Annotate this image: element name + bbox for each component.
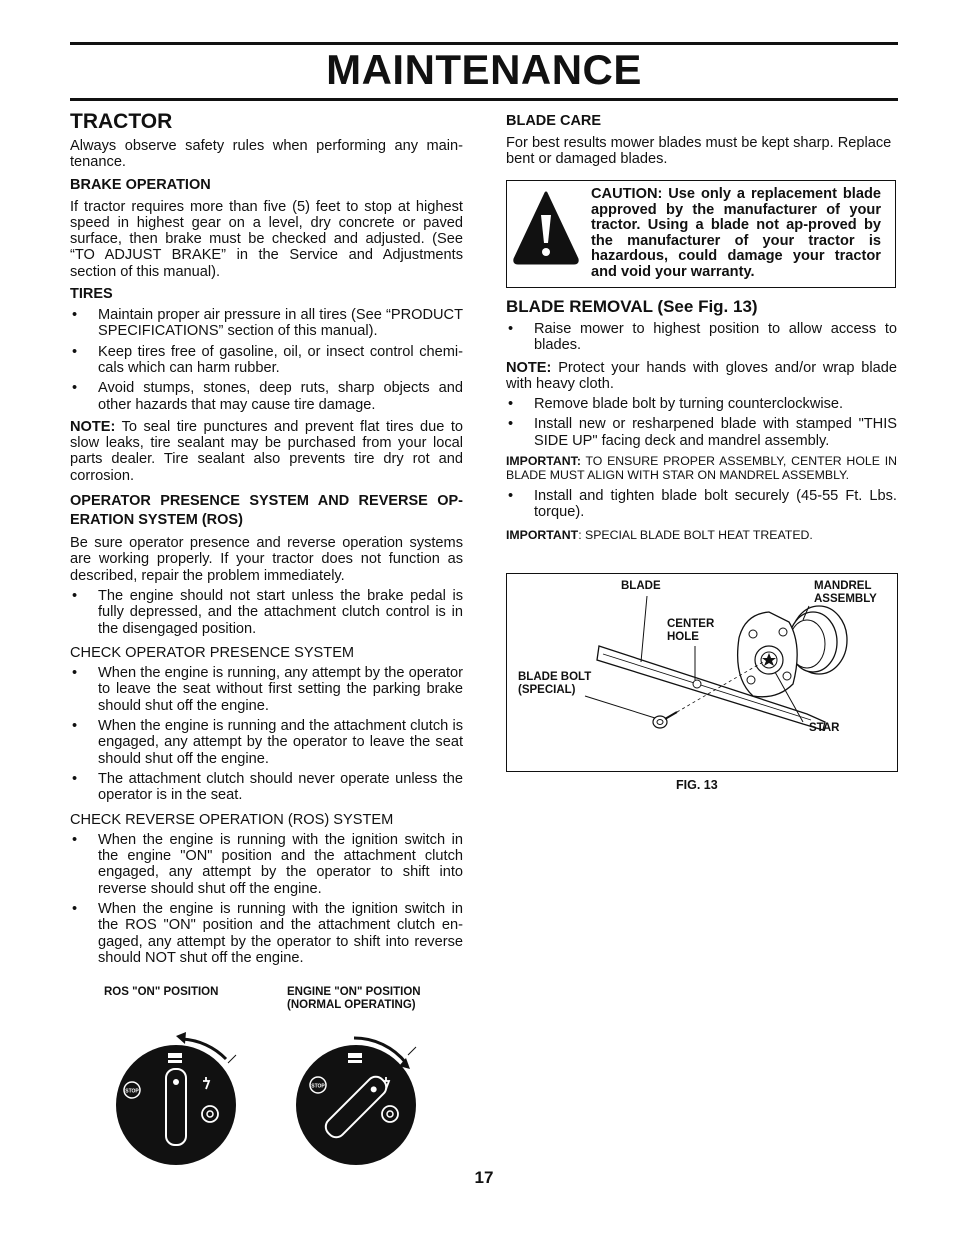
note-label: NOTE:: [506, 359, 552, 376]
note-text: Protect your hands with gloves and/or wrap blade with heavy cloth.: [506, 359, 897, 392]
important-text: : SPECIAL BLADE BOLT HEAT TREATED.: [578, 527, 813, 542]
check-ros-heading: CHECK REVERSE OPERATION (ROS) SYSTEM: [70, 811, 394, 828]
list-item: • When the engine is running with the ignition switch in the ROS "ON" position and the attachment clutch en-gaged, any attempt by the operator to shift into reverse should NOT shut off the engine.: [70, 901, 463, 966]
mandrel-assembly-icon: [738, 606, 847, 697]
label-mandrel-line1: MANDREL: [814, 580, 872, 592]
label-bolt-line2: (SPECIAL): [518, 684, 576, 696]
list-item: • Avoid stumps, stones, deep ruts, sharp objects and other hazards that may cause tire damage.: [70, 380, 463, 413]
warning-triangle-icon: [511, 189, 581, 267]
caution-box: [506, 180, 896, 288]
engine-on-label-line2: (NORMAL OPERATING): [287, 999, 416, 1011]
blade-removal-heading: BLADE REMOVAL (See Fig. 13): [506, 297, 758, 316]
blade-bolt-icon: [653, 712, 677, 728]
ignition-switch-illustrations: [110, 1025, 450, 1170]
list-item: • When the engine is running, any attempt by the operator to leave the seat without first setting the parking brake should shut off the engine.: [70, 665, 463, 714]
note-text: To seal tire punctures and prevent flat tires due to slow leaks, tire sealant may be purchased from your local parts dealer. Tire sealant also prevents tire dry rot and corrosion.: [70, 418, 463, 484]
right-column-bottom: [506, 297, 897, 542]
list-item: • The attachment clutch should never operate unless the operator is in the seat.: [70, 771, 463, 804]
page-number: 17: [474, 1168, 494, 1187]
list-item: • Raise mower to highest position to allow access to blades.: [506, 321, 897, 354]
label-center-line2: HOLE: [667, 631, 699, 643]
section-heading-tractor: TRACTOR: [70, 110, 173, 133]
right-column-top: [506, 113, 897, 168]
label-mandrel-line2: ASSEMBLY: [814, 593, 877, 605]
tires-list: [70, 307, 463, 413]
label-mandrel-assembly: [814, 580, 877, 606]
blade-care-text: For best results mower blades must be kept sharp. Replace bent or damaged blades.: [506, 135, 892, 168]
engine-on-label: [287, 986, 421, 1012]
caution-text: CAUTION: Use only a replacement blade approved by the manufacturer of your tractor. Using a blade not ap-proved by the manufacturer of your tractor is hazardous, could damage your tractor and void your warranty.: [591, 186, 881, 280]
note-label: NOTE:: [70, 418, 116, 435]
stop-text: STOP: [125, 1088, 139, 1095]
check-ops-list: [70, 665, 463, 803]
removal-list-1: [506, 321, 897, 354]
label-blade-bolt: [518, 671, 591, 697]
ros-on-label: ROS "ON" POSITION: [104, 986, 219, 998]
brake-heading: BRAKE OPERATION: [70, 176, 211, 193]
brake-text: If tractor requires more than five (5) feet to stop at highest speed in highest gear on a level, dry concrete or paved surface, then brake must be checked and adjusted. (See “TO ADJUST BRAKE” in the Service and Adjustments section of this manual).: [70, 198, 463, 280]
label-center-line1: CENTER: [667, 618, 715, 630]
check-ros-list: [70, 832, 463, 966]
label-center-hole: [667, 618, 714, 644]
figure-caption: FIG. 13: [676, 778, 718, 792]
list-item: • Maintain proper air pressure in all tires (See “PRODUCT SPECIFICATIONS” section of this manual).: [70, 307, 463, 340]
left-column: [70, 110, 463, 966]
important-text: TO ENSURE PROPER ASSEMBLY, CENTER HOLE IN BLADE MUST ALIGN WITH STAR ON MANDREL ASSEMBLY.: [506, 454, 897, 482]
ignition-switch-engine-icon: [296, 1038, 416, 1165]
page-title: MAINTENANCE: [326, 46, 642, 93]
list-item: • Keep tires free of gasoline, oil, or insect control chemi-cals which can harm rubber.: [70, 344, 463, 377]
list-item: • When the engine is running with the ignition switch in the engine "ON" position and the attachment clutch engaged, any attempt by the operator to shift into reverse should shut off the engine.: [70, 832, 463, 897]
engine-on-label-line1: ENGINE "ON" POSITION: [287, 986, 421, 998]
top-rule: [70, 42, 898, 45]
blade-care-heading: BLADE CARE: [506, 113, 602, 129]
removal-list-3: [506, 488, 897, 521]
important-label: IMPORTANT: [506, 527, 579, 542]
check-ops-heading: CHECK OPERATOR PRESENCE SYSTEM: [70, 644, 355, 661]
ops-text: Be sure operator presence and reverse operation systems are working properly. If your tractor does not function as described, repair the problem immediately.: [70, 535, 463, 584]
list-item: • Remove blade bolt by turning counterclockwise.: [506, 396, 897, 412]
tires-note: [70, 419, 463, 484]
label-star: STAR: [809, 722, 840, 734]
stop-text: STOP: [311, 1083, 325, 1090]
title-rule: [70, 98, 898, 101]
label-blade: BLADE: [621, 580, 661, 592]
tractor-intro: Always observe safety rules when performing any main-tenance.: [70, 138, 463, 171]
ops-heading: OPERATOR PRESENCE SYSTEM AND REVERSE OP-ERATION SYSTEM (ROS): [70, 493, 463, 529]
list-item: • When the engine is running and the attachment clutch is engaged, any attempt by the operator to leave the seat should shut off the engine.: [70, 718, 463, 767]
label-bolt-line1: BLADE BOLT: [518, 671, 592, 683]
list-item: • Install and tighten blade bolt securely (45-55 Ft. Lbs. torque).: [506, 488, 897, 521]
ops-list: [70, 588, 463, 637]
tires-heading: TIRES: [70, 286, 113, 303]
important-note-1: [506, 455, 897, 482]
list-item: • Install new or resharpened blade with stamped "THIS SIDE UP" facing deck and mandrel assembly.: [506, 416, 897, 449]
list-item: • The engine should not start unless the brake pedal is fully depressed, and the attachment clutch control is in the disengaged position.: [70, 588, 463, 637]
ignition-switch-ros-icon: [116, 1032, 236, 1165]
figure-13: [506, 573, 898, 772]
important-note-2: [506, 529, 897, 543]
removal-list-2: [506, 396, 897, 449]
important-label: IMPORTANT:: [506, 454, 581, 469]
removal-note: [506, 360, 897, 393]
